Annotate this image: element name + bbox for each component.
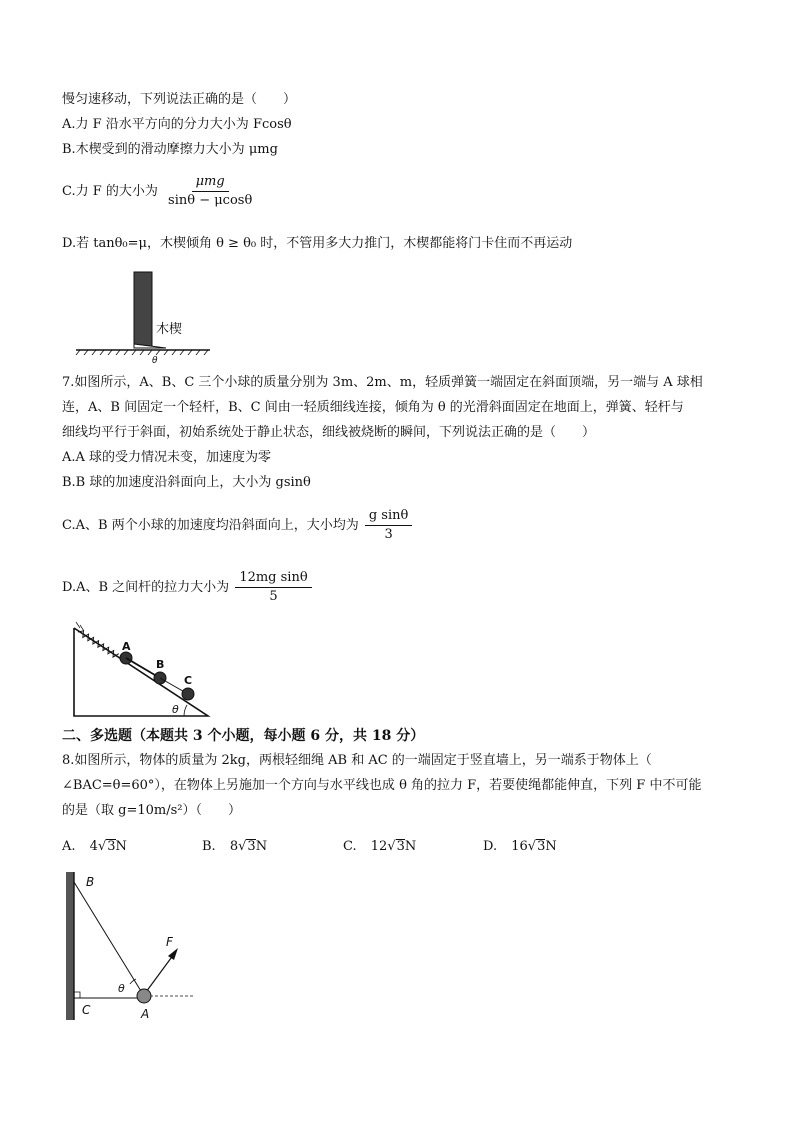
fraction-numerator: μmg — [192, 174, 229, 192]
label-f: F — [166, 935, 173, 949]
arrow-head-icon — [168, 948, 178, 960]
q6-option-c — [62, 174, 256, 209]
q7-option-d — [62, 570, 312, 605]
option-unit: N — [404, 839, 417, 854]
option-letter: D. — [483, 839, 498, 854]
option-unit: N — [545, 839, 557, 854]
q8-stem-line-2: ∠BAC=θ=60°），在物体上另施加一个方向与水平线也成 θ 角的拉力 F，若要使绳都能伸直，下列 F 中不可能 — [62, 778, 702, 793]
q8-stem-line-1: 8.如图所示，物体的质量为 2kg，两根轻细绳 AB 和 AC 的一端固定于竖直墙上，另一端系于物体上（ — [62, 753, 652, 768]
fraction-numerator: 12mg sinθ — [235, 570, 311, 588]
incline-outline — [74, 628, 208, 716]
sqrt-symbol: √ — [387, 839, 396, 854]
fraction-denominator: 3 — [384, 527, 393, 542]
q8-option-a — [62, 838, 127, 856]
label-c: C — [184, 674, 193, 687]
option-root: 3 — [537, 839, 546, 854]
label-c: C — [82, 1003, 91, 1017]
right-angle-mark — [74, 992, 80, 998]
option-unit: N — [115, 839, 127, 854]
fraction-numerator: g sinθ — [365, 508, 412, 526]
wall-hatching-block — [66, 872, 74, 1020]
ball-c — [182, 688, 194, 700]
option-letter: A. — [62, 839, 76, 854]
incline-balls-figure — [66, 620, 216, 720]
sqrt-symbol: √ — [238, 839, 247, 854]
q6-option-c-prefix: C.力 F 的大小为 — [62, 184, 158, 199]
section-heading: 二、多选题（本题共 3 个小题，每小题 6 分，共 18 分） — [62, 728, 425, 744]
sqrt-symbol: √ — [97, 839, 107, 854]
option-letter: B. — [202, 839, 216, 854]
label-a: A — [122, 640, 131, 653]
q7-option-d-prefix: D.A、B 之间杆的拉力大小为 — [62, 580, 230, 595]
option-coef: 12 — [370, 839, 388, 854]
q6-option-d: D.若 tanθ₀=μ，木楔倾角 θ ≥ θ₀ 时，不管用多大力推门，木楔都能将门卡住而不再运动 — [62, 236, 573, 251]
q6-option-c-fraction — [164, 174, 256, 209]
q6-option-a: A.力 F 沿水平方向的分力大小为 Fcosθ — [62, 117, 292, 132]
q8-option-b — [202, 838, 267, 856]
q7-stem-line-2: 连，A、B 间固定一个轻杆，B、C 间由一轻质细线连接，倾角为 θ 的光滑斜面固定在地面上，弹簧、轻杆与 — [62, 400, 684, 415]
option-coef: 16 — [511, 839, 528, 854]
q7-option-c — [62, 508, 412, 543]
q8-option-d — [483, 838, 557, 856]
option-root: 3 — [107, 839, 116, 854]
q7-stem-line-3: 细线均平行于斜面，初始系统处于静止状态，细线被烧断的瞬间，下列说法正确的是（ ） — [62, 425, 596, 440]
label-b: B — [86, 875, 95, 889]
q7-option-c-fraction — [365, 508, 412, 543]
wedge-door-figure — [74, 266, 214, 366]
q7-option-d-fraction — [235, 570, 311, 605]
force-f-arrow — [146, 954, 174, 992]
object-ball — [137, 989, 151, 1003]
wedge-angle-label: θ — [152, 356, 158, 366]
angle-arc — [184, 705, 187, 716]
q8-stem-line-3: 的是（取 g=10m/s²）（ ） — [62, 803, 241, 818]
option-coef: 8 — [229, 839, 239, 854]
q7-option-b: B.B 球的加速度沿斜面向上，大小为 gsinθ — [62, 475, 311, 490]
q6-option-b: B.木楔受到的滑动摩擦力大小为 μmg — [62, 142, 278, 157]
wedge-label: 木楔 — [156, 322, 183, 337]
door-panel — [134, 272, 152, 348]
q8-option-c — [343, 838, 416, 856]
q6-stem: 慢匀速移动，下列说法正确的是（ ） — [62, 92, 297, 107]
sqrt-symbol: √ — [527, 839, 537, 854]
option-root: 3 — [247, 839, 256, 854]
q7-option-c-prefix: C.A、B 两个小球的加速度均沿斜面向上，大小均为 — [62, 518, 359, 533]
q7-stem-line-1: 7.如图所示，A、B、C 三个小球的质量分别为 3m、2m、m，轻质弹簧一端固定在斜面顶端，另一端与 A 球相 — [62, 375, 703, 390]
rope-ab — [74, 882, 144, 996]
fraction-denominator: 5 — [269, 589, 278, 604]
q7-option-a: A.A 球的受力情况未变，加速度为零 — [62, 450, 272, 465]
option-letter: C. — [343, 839, 357, 854]
angle-theta-label: θ — [118, 982, 125, 995]
incline-angle-label: θ — [172, 703, 179, 716]
fraction-denominator: sinθ − μcosθ — [168, 193, 253, 208]
wall-ropes-figure — [62, 868, 202, 1028]
label-b: B — [156, 658, 165, 671]
option-coef: 4 — [89, 839, 98, 854]
option-root: 3 — [396, 839, 405, 854]
label-a: A — [141, 1007, 150, 1021]
option-unit: N — [255, 839, 268, 854]
